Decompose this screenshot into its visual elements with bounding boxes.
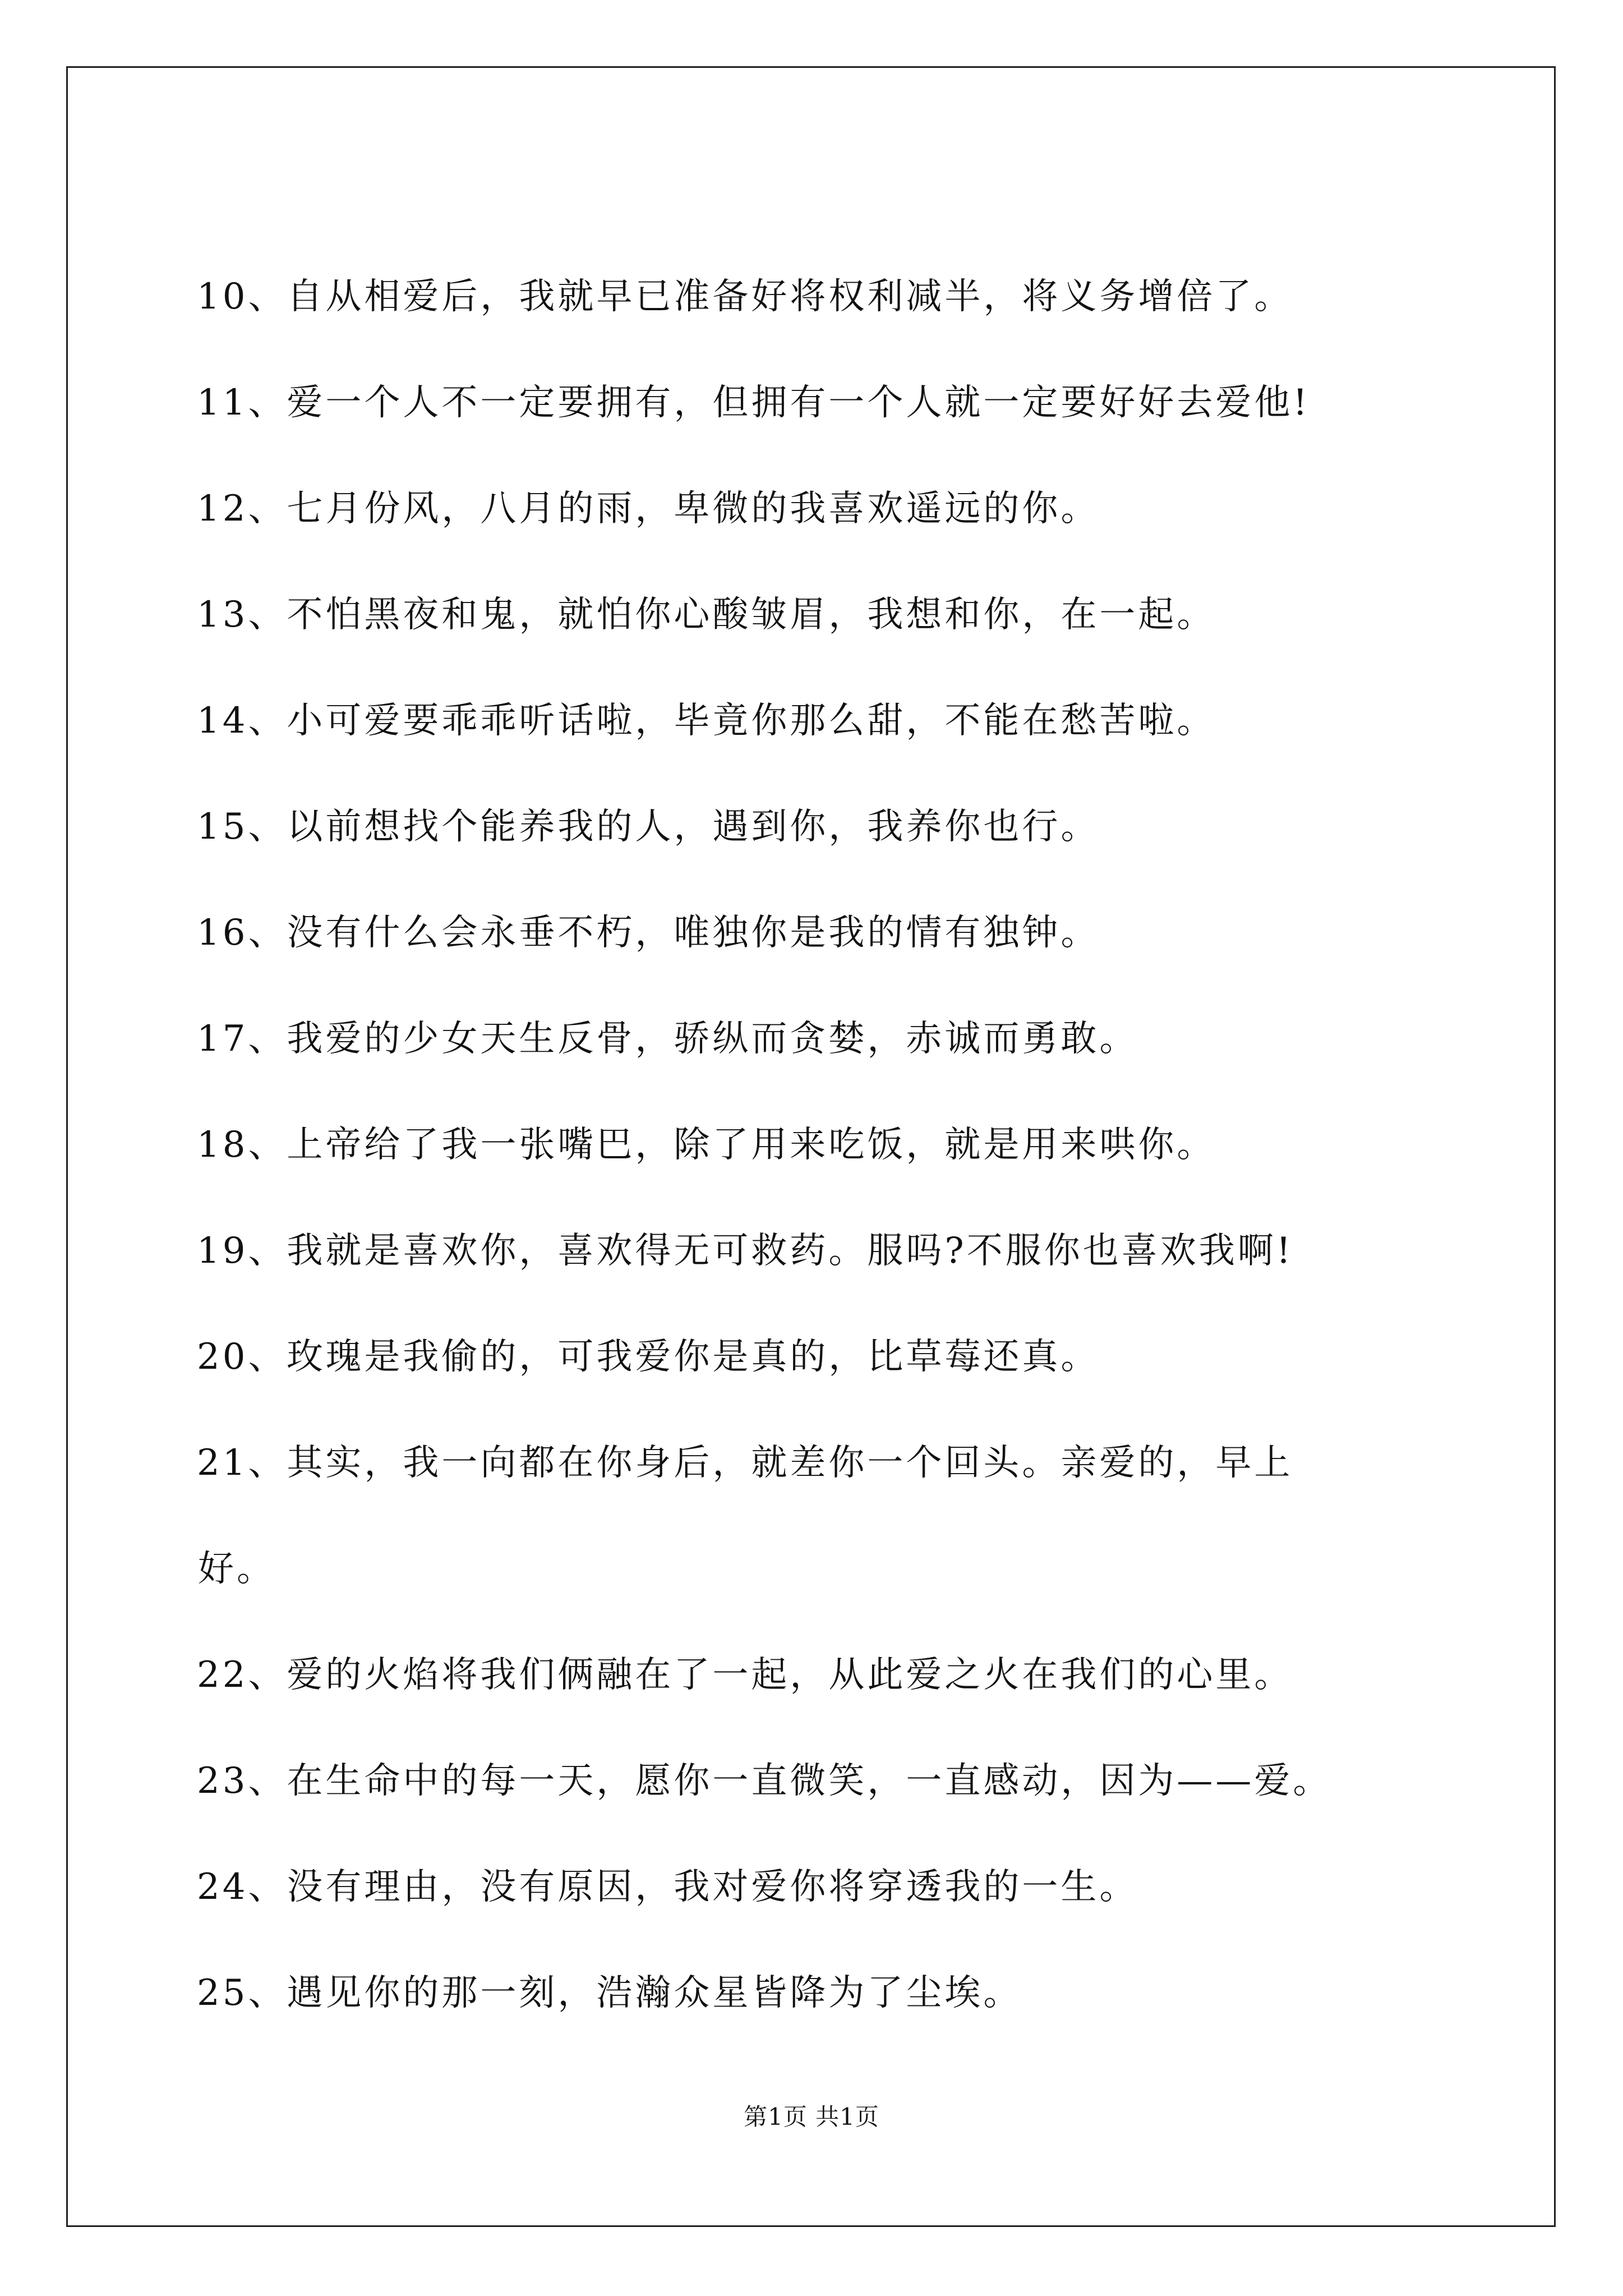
paragraph-18: 18、上帝给了我一张嘴巴，除了用来吃饭，就是用来哄你。 bbox=[197, 1124, 1216, 1166]
paragraph-22: 22、爱的火焰将我们俩融在了一起，从此爱之火在我们的心里。 bbox=[197, 1654, 1293, 1696]
paragraph-20: 20、玫瑰是我偷的，可我爱你是真的，比草莓还真。 bbox=[197, 1336, 1100, 1378]
paragraph-13: 13、不怕黑夜和鬼，就怕你心酸皱眉，我想和你，在一起。 bbox=[197, 594, 1216, 636]
paragraph-24: 24、没有理由，没有原因，我对爱你将穿透我的一生。 bbox=[197, 1866, 1138, 1908]
paragraph-23: 23、在生命中的每一天，愿你一直微笑，一直感动，因为——爱。 bbox=[197, 1760, 1332, 1802]
paragraph-21-continuation: 好。 bbox=[198, 1548, 275, 1590]
paragraph-21: 21、其实，我一向都在你身后，就差你一个回头。亲爱的，早上 bbox=[197, 1442, 1293, 1484]
paragraph-19: 19、我就是喜欢你，喜欢得无可救药。服吗?不服你也喜欢我啊! bbox=[197, 1230, 1294, 1272]
page-footer: 第1页 共1页 bbox=[744, 2103, 879, 2131]
paragraph-16: 16、没有什么会永垂不朽，唯独你是我的情有独钟。 bbox=[197, 912, 1100, 954]
document-body bbox=[68, 68, 1554, 2225]
paragraph-15: 15、以前想找个能养我的人，遇到你，我养你也行。 bbox=[197, 806, 1100, 848]
paragraph-10: 10、自从相爱后，我就早已准备好将权利减半，将义务增倍了。 bbox=[197, 276, 1293, 318]
paragraph-14: 14、小可爱要乖乖听话啦，毕竟你那么甜，不能在愁苦啦。 bbox=[197, 700, 1216, 742]
paragraph-12: 12、七月份风，八月的雨，卑微的我喜欢遥远的你。 bbox=[197, 488, 1100, 530]
paragraph-25: 25、遇见你的那一刻，浩瀚众星皆降为了尘埃。 bbox=[197, 1972, 1022, 2014]
page-frame bbox=[66, 66, 1556, 2227]
paragraph-11: 11、爱一个人不一定要拥有，但拥有一个人就一定要好好去爱他! bbox=[197, 382, 1311, 424]
paragraph-17: 17、我爱的少女天生反骨，骄纵而贪婪，赤诚而勇敢。 bbox=[197, 1018, 1138, 1060]
